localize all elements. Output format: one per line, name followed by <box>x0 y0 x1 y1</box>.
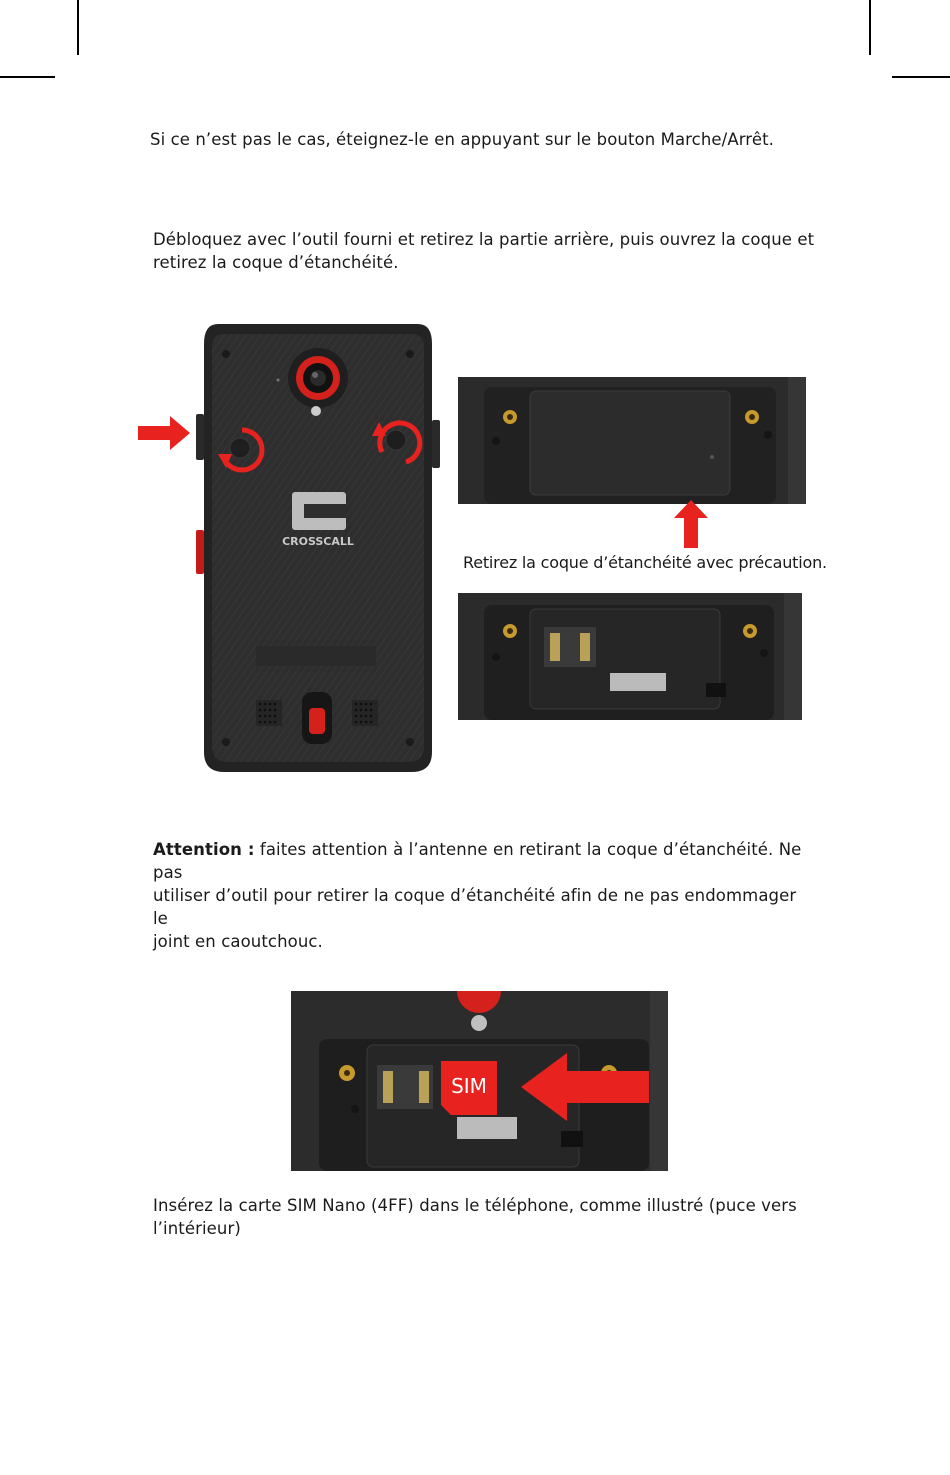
crop-mark-top-right <box>869 0 871 55</box>
attention-text1: faites attention à l’antenne en retirant la coque d’étanchéité. Ne pas <box>153 840 802 882</box>
insert-line2: l’intérieur) <box>153 1219 241 1238</box>
attention-paragraph <box>153 838 803 953</box>
attention-label: Attention : <box>153 840 255 859</box>
attention-line2: utiliser d’outil pour retirer la coque d’étanchéité afin de ne pas endommager le <box>153 886 797 928</box>
sim-insert-image <box>291 991 668 1171</box>
brand-logo: CROSSCALL <box>282 535 354 548</box>
crop-mark-left <box>0 76 55 78</box>
seal-cover-image <box>458 377 806 504</box>
attention-line3: joint en caoutchouc. <box>153 932 323 951</box>
instruction-power-off: Si ce n’est pas le cas, éteignez-le en appuyant sur le bouton Marche/Arrêt. <box>150 130 774 149</box>
arrow-up-icon <box>674 500 708 548</box>
crop-mark-right <box>892 76 950 78</box>
caption-remove-seal: Retirez la coque d’étanchéité avec précaution. <box>463 553 827 572</box>
open-tray-image <box>458 593 802 720</box>
attention-line1 <box>153 838 803 884</box>
arrow-right-icon <box>138 416 190 450</box>
crop-mark-top-left <box>77 0 79 55</box>
instruction-remove-back-line1: Débloquez avec l’outil fourni et retirez la partie arrière, puis ouvrez la coque et <box>153 230 815 249</box>
insert-line1: Insérez la carte SIM Nano (4FF) dans le téléphone, comme illustré (puce vers <box>153 1196 797 1215</box>
instruction-remove-back-line2: retirez la coque d’étanchéité. <box>153 253 399 272</box>
insert-sim-paragraph <box>153 1194 803 1240</box>
sim-card-label: SIM <box>451 1074 487 1098</box>
instruction-remove-back <box>153 228 814 274</box>
phone-back-image <box>196 322 440 774</box>
